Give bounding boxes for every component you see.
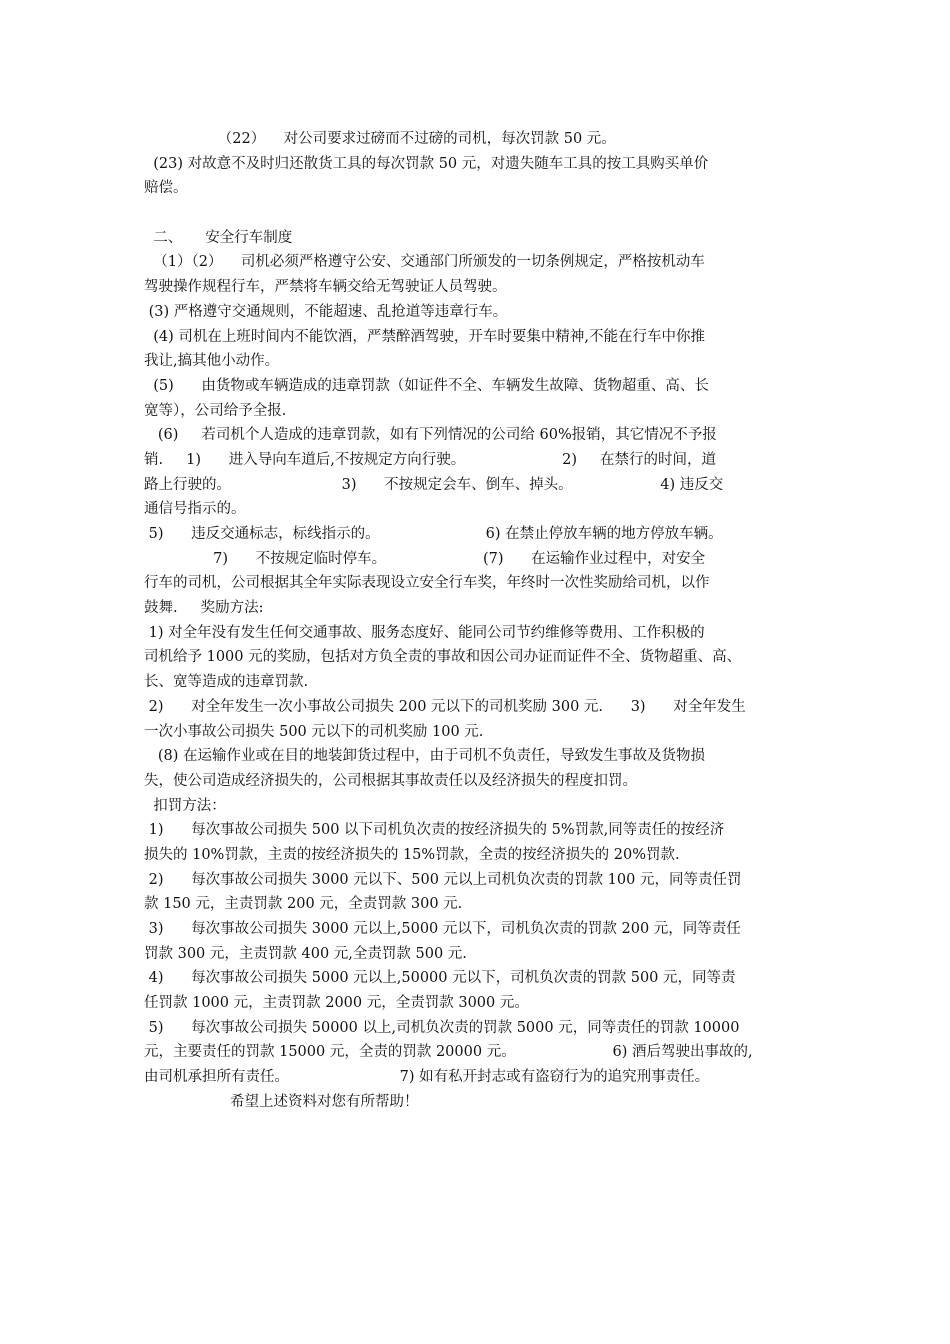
text-line: (6) 若司机个人造成的违章罚款，如有下列情况的公司给 60%报销，其它情况不予报 [144, 427, 717, 444]
text-line: (5) 由货物或车辆造成的违章罚款（如证件不全、车辆发生故障、货物超重、高、长 [144, 377, 709, 394]
text-line: (4) 司机在上班时间内不能饮酒，严禁醉酒驾驶，开车时要集中精神,不能在行车中你推 [144, 328, 705, 345]
text-line: 5) 每次事故公司损失 50000 以上,司机负次责的罚款 5000 元，同等责任的罚款 10000 [144, 1019, 740, 1036]
text-line: 一次小事故公司损失 500 元以下的司机奖励 100 元. [144, 723, 484, 740]
text-line: 通信号指示的。 [144, 501, 246, 518]
text-line: （1）（2） 司机必须严格遵守公安、交通部门所颁发的一切条例规定，严格按机动车 [144, 254, 705, 271]
text-line: 1) 每次事故公司损失 500 以下司机负次责的按经济损失的 5%罚款,同等责任的按经济 [144, 822, 725, 839]
text-line: 4) 每次事故公司损失 5000 元以上,50000 元以下，司机负次责的罚款 500 元，同等责 [144, 970, 736, 987]
text-line: 由司机承担所有责任。 7) 如有私开封志或有盗窃行为的追究刑事责任。 [144, 1069, 710, 1086]
text-line: 长、宽等造成的违章罚款. [144, 674, 309, 691]
text-line: 宽等），公司给予全报. [144, 402, 287, 419]
text-line: 罚款 300 元，主责罚款 400 元,全责罚款 500 元. [144, 945, 467, 962]
text-line: 损失的 10%罚款，主责的按经济损失的 15%罚款，全责的按经济损失的 20%罚款. [144, 846, 680, 863]
text-line: 二、 安全行车制度 [144, 229, 293, 246]
text-line: 5) 违反交通标志，标线指示的。 6) 在禁止停放车辆的地方停放车辆。 [144, 526, 723, 542]
text-line: 2) 每次事故公司损失 3000 元以下、500 元以上司机负次责的罚款 100 元，同等责任罚 [144, 871, 742, 888]
text-line: 赔偿。 [144, 180, 188, 197]
text-line: 1) 对全年没有发生任何交通事故、服务态度好、能同公司节约维修等费用、工作积极的 [144, 624, 705, 641]
text-line: 销. 1) 进入导向车道后,不按规定方向行驶。 2) 在禁行的时间，道 [144, 451, 717, 468]
text-line: 司机给予 1000 元的奖励，包括对方负全责的事故和因公司办证而证件不全、货物超重、高、 [144, 649, 742, 666]
text-line: 款 150 元，主责罚款 200 元，全责罚款 300 元. [144, 896, 463, 913]
text-line: (23) 对故意不及时归还散货工具的每次罚款 50 元，对遗失随车工具的按工具购买单价 [144, 155, 709, 172]
text-line: 扣罚方法： [144, 797, 226, 814]
text-line: 2) 对全年发生一次小事故公司损失 200 元以下的司机奖励 300 元. 3) 对全年发生 [144, 698, 746, 715]
text-line: 鼓舞. 奖励方法: [144, 600, 264, 617]
text-line: 路上行驶的。 3) 不按规定会车、倒车、掉头。 4) 违反交 [144, 476, 724, 493]
section-safety-rules [144, 226, 814, 1090]
text-line: (3) 严格遵守交通规则，不能超速、乱抢道等违章行车。 [144, 303, 508, 320]
text-line: 行车的司机，公司根据其全年实际表现设立安全行车奖，年终时一次性奖励给司机，以作 [144, 575, 710, 592]
text-line: (8) 在运输作业或在目的地装卸货过程中，由于司机不负责任，导致发生事故及货物损 [144, 748, 705, 765]
text-line: 驾驶操作规程行车，严禁将车辆交给无驾驶证人员驾驶。 [144, 279, 507, 296]
text-line: 7) 不按规定临时停车。 (7) 在运输作业过程中，对安全 [144, 550, 706, 567]
text-line: 元，主要责任的罚款 15000 元，全责的罚款 20000 元。 6) 酒后驾驶出事故的, [144, 1044, 753, 1061]
text-line: 我让,搞其他小动作。 [144, 353, 280, 370]
blank-line [144, 201, 814, 226]
text-line: 3) 每次事故公司损失 3000 元以上,5000 元以下，司机负次责的罚款 200 元，同等责任 [144, 921, 741, 937]
document-page [144, 127, 814, 1115]
closing-line: 希望上述资料对您有所帮助！ [230, 1093, 419, 1110]
text-line: 任罚款 1000 元，主责罚款 2000 元，全责罚款 3000 元。 [144, 995, 529, 1012]
text-line: （22） 对公司要求过磅而不过磅的司机，每次罚款 50 元。 [144, 131, 616, 147]
text-line: 失，使公司造成经济损失的，公司根据其事故责任以及经济损失的程度扣罚。 [144, 772, 637, 789]
